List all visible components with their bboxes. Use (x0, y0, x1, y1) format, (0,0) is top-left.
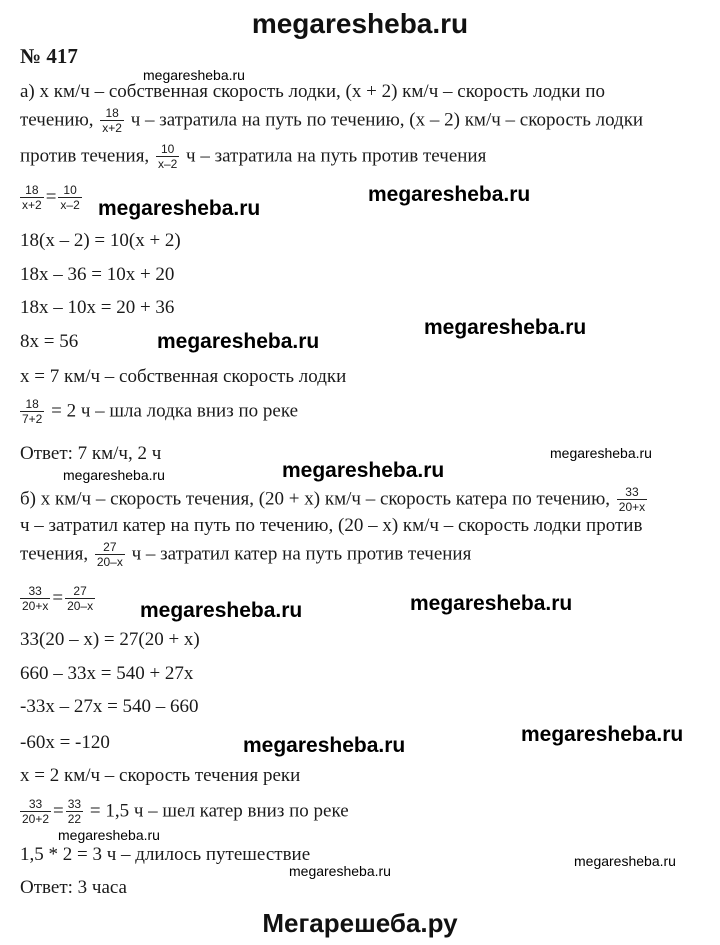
numerator: 18 (105, 106, 119, 120)
numerator: 18 (25, 183, 39, 197)
part-a-line-3-pre: против течения, (20, 145, 150, 167)
part-a-line-2-post: ч – затратила на путь по течению, (х – 2) км/ч – скорость лодки (130, 109, 644, 131)
watermark-small: megaresheba.ru (289, 863, 391, 879)
part-a-equation (20, 184, 84, 212)
denominator: 20–x (96, 555, 123, 569)
equals-sign: = (45, 186, 57, 208)
part-a-line-2-pre: течению, (20, 109, 94, 131)
numerator: 18 (25, 397, 39, 411)
denominator: 20+2 (22, 812, 50, 826)
part-a-line-5: 18(х – 2) = 10(х + 2) (20, 230, 181, 251)
numerator: 27 (73, 584, 87, 598)
part-a-line-10-post: = 2 ч – шла лодка вниз по реке (51, 400, 299, 422)
watermark-large: megaresheba.ru (424, 316, 587, 339)
denominator: х–2 (157, 157, 178, 171)
watermark-large: megaresheba.ru (157, 330, 320, 353)
denominator: x–2 (60, 198, 80, 212)
denominator: 22 (67, 812, 82, 826)
part-a-line-2 (20, 107, 643, 135)
part-b-line-6: 660 – 33х = 540 + 27х (20, 663, 194, 684)
part-b-equation (20, 585, 97, 613)
part-a-line-6: 18х – 36 = 10х + 20 (20, 264, 175, 285)
denominator: 20–x (67, 599, 94, 613)
part-a-line-9: х = 7 км/ч – собственная скорость лодки (20, 366, 347, 387)
watermark-large: megaresheba.ru (521, 723, 684, 746)
denominator: х+2 (102, 121, 122, 135)
fraction (65, 585, 95, 613)
part-a-line-1: а) х км/ч – собственная скорость лодки, (х + 2) км/ч – скорость лодки по (20, 81, 606, 102)
part-b-line-3-post: ч – затратил катер на путь против течения (131, 543, 472, 565)
watermark-small: megaresheba.ru (143, 67, 245, 83)
part-b-line-9: х = 2 км/ч – скорость течения реки (20, 765, 301, 786)
fraction (20, 398, 44, 426)
numerator: 33 (28, 797, 43, 811)
part-b-line-1-pre: б) х км/ч – скорость течения, (20 + х) км/ч – скорость катера по течению, (20, 488, 611, 510)
equals-sign: = (52, 587, 64, 609)
part-b-line-3 (20, 541, 471, 569)
part-a-line-10 (20, 398, 298, 426)
denominator: 20+x (618, 500, 646, 514)
fraction (95, 541, 125, 569)
watermark-small: megaresheba.ru (574, 853, 676, 869)
fraction (156, 143, 179, 171)
watermark-large: megaresheba.ru (368, 183, 531, 206)
watermark-large: megaresheba.ru (410, 592, 573, 615)
problem-number: № 417 (20, 44, 78, 68)
watermark-small: megaresheba.ru (550, 445, 652, 461)
part-b-line-2: ч – затратил катер на путь по течению, (20 – х) км/ч – скорость лодки против (20, 515, 643, 536)
part-a-line-3 (20, 143, 486, 171)
part-a-line-3-post: ч – затратила на путь против течения (186, 145, 487, 167)
watermark-small: megaresheba.ru (58, 827, 160, 843)
fraction (20, 184, 44, 212)
fraction (66, 798, 83, 826)
equals-sign: = (53, 800, 64, 822)
numerator: 33 (625, 485, 639, 499)
fraction (20, 798, 51, 826)
numerator: 33 (67, 797, 82, 811)
part-b-line-3-pre: течения, (20, 543, 89, 565)
watermark-large: megaresheba.ru (282, 459, 445, 482)
denominator: 7+2 (22, 412, 43, 426)
numerator: 27 (103, 540, 117, 554)
watermark-large: megaresheba.ru (140, 599, 303, 622)
part-a-answer: Ответ: 7 км/ч, 2 ч (20, 443, 162, 464)
part-b-line-8: -60х = -120 (20, 732, 110, 753)
watermark-large: megaresheba.ru (243, 734, 406, 757)
watermark-small: megaresheba.ru (63, 467, 165, 483)
fraction (617, 486, 647, 514)
numerator: 10 (63, 183, 77, 197)
part-b-line-1 (20, 486, 649, 514)
denominator: x+2 (22, 198, 42, 212)
denominator: 20+x (22, 599, 49, 613)
numerator: 10 (160, 142, 175, 156)
footer-site-title: Мегарешеба.ру (262, 908, 458, 938)
part-b-line-10-post: = 1,5 ч – шел катер вниз по реке (89, 800, 349, 822)
part-b-line-10 (20, 798, 349, 826)
fraction (58, 184, 81, 212)
part-a-line-7: 18х – 10х = 20 + 36 (20, 297, 175, 318)
fraction (100, 107, 124, 135)
part-b-answer: Ответ: 3 часа (20, 877, 127, 898)
watermark-large: megaresheba.ru (98, 197, 261, 220)
part-b-line-11: 1,5 * 2 = 3 ч – длилось путешествие (20, 844, 311, 865)
part-b-line-7: -33х – 27х = 540 – 660 (20, 696, 199, 717)
fraction (20, 585, 50, 613)
part-b-line-5: 33(20 – х) = 27(20 + х) (20, 629, 200, 650)
site-title: megaresheba.ru (251, 8, 469, 39)
part-a-line-8: 8х = 56 (20, 331, 79, 352)
numerator: 33 (28, 584, 42, 598)
